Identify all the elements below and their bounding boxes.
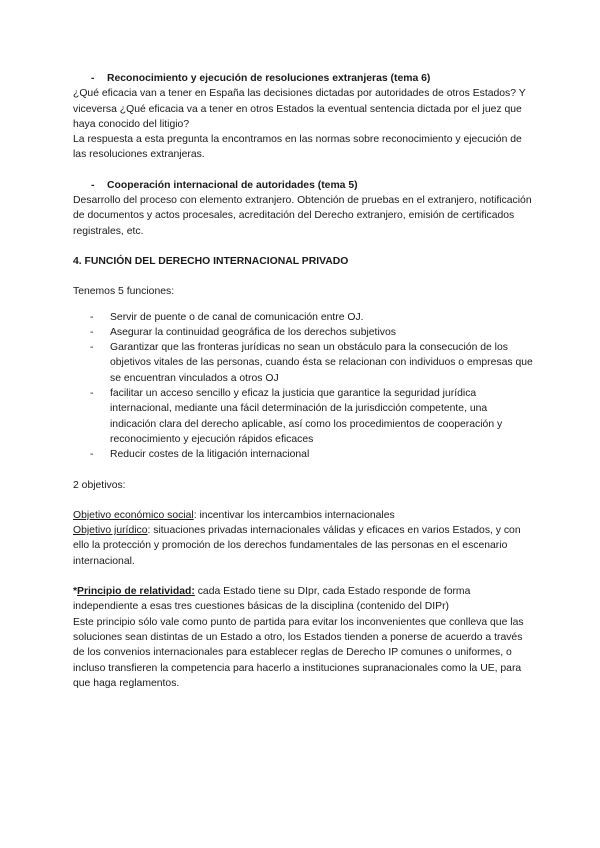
principle-star: * <box>73 586 78 598</box>
section-4-title: 4. FUNCIÓN DEL DERECHO INTERNACIONAL PRIVADO <box>73 255 349 267</box>
list-item <box>73 386 533 447</box>
document-page <box>73 0 533 691</box>
section-tema5-title: Cooperación internacional de autoridades (tema 5) <box>107 179 358 191</box>
dash-marker: - <box>90 388 94 400</box>
section-tema6-title: Reconocimiento y ejecución de resoluciones extranjeras (tema 6) <box>107 73 431 84</box>
principle-relativity <box>73 584 533 615</box>
principle-label: Principio de relatividad: <box>77 586 195 598</box>
list-item <box>73 310 533 325</box>
list-item <box>73 447 533 462</box>
objective-economic <box>73 508 533 523</box>
section-tema6-paragraph-1: ¿Qué eficacia van a tener en España las decisiones dictadas por autoridades de otros Estados? Y viceversa ¿Qué eficacia va a tener en otros Estados la eventual sentencia dictada por el juez que haya conocido del litigio? <box>73 88 526 130</box>
objective-economic-text: : incentivar los intercambios internacionales <box>193 509 395 521</box>
list-item-text: facilitar un acceso sencillo y eficaz la justicia que garantice la seguridad jurídica internacional, mediante una fácil determinación de la jurisdicción competente, una indicación clara del derecho aplicable, así como los procedimientos de cooperación y reconocimiento y ejecución rápidos eficaces <box>110 388 503 445</box>
dash-marker: - <box>91 73 95 84</box>
functions-intro: Tenemos 5 funciones: <box>73 286 175 298</box>
dash-marker: - <box>91 179 95 191</box>
objective-legal-text: : situaciones privadas internacionales válidas y eficaces en varios Estados, y con ello la protección y promoción de los derechos fundamentales de las personas en el escenario internacional. <box>73 525 521 567</box>
objective-legal-label: Objetivo jurídico <box>73 525 148 537</box>
objectives-intro: 2 objetivos: <box>73 479 126 491</box>
dash-marker: - <box>90 311 94 323</box>
dash-marker: - <box>90 449 94 461</box>
principle-text: cada Estado tiene su DIpr, cada Estado responde de forma independiente a esas tres cuestiones básicas de la disciplina (contenido del DIPr) <box>73 586 471 613</box>
list-item-text: Garantizar que las fronteras jurídicas no sean un obstáculo para la consecución de los objetivos vitales de las personas, cuando ésta se relacionan con individuos o empresas que se encuentran vinculados a otros OJ <box>110 342 533 384</box>
dash-marker: - <box>90 342 94 354</box>
functions-list <box>73 310 533 463</box>
list-item-text: Reducir costes de la litigación internacional <box>110 449 310 461</box>
list-item-text: Servir de puente o de canal de comunicación entre OJ. <box>110 311 364 323</box>
objective-legal <box>73 523 533 569</box>
list-item <box>73 340 533 386</box>
principle-paragraph: Este principio sólo vale como punto de partida para evitar los inconvenientes que conlleva que las soluciones sean distintas de un Estado a otro, los Estados tienden a ponerse de acuerdo a través de los convenios internacionales para establecer reglas de Derecho IP comunes o uniformes, o incluso transfieren la competencia para hacerlo a instituciones supranacionales como la UE, para que haga reglamentos. <box>73 616 524 689</box>
section-tema6-heading <box>73 71 533 86</box>
section-tema5-heading <box>73 178 533 193</box>
list-item-text: Asegurar la continuidad geográfica de los derechos subjetivos <box>110 326 396 338</box>
section-tema5-paragraph: Desarrollo del proceso con elemento extranjero. Obtención de pruebas en el extranjero, notificación de documentos y actos procesales, acreditación del Derecho extranjero, emisión de certificados registrales, etc. <box>73 195 532 237</box>
section-tema6-paragraph-2: La respuesta a esta pregunta la encontramos en las normas sobre reconocimiento y ejecución de las resoluciones extranjeras. <box>73 134 522 161</box>
dash-marker: - <box>90 326 94 338</box>
list-item <box>73 325 533 340</box>
objective-economic-label: Objetivo económico social <box>73 509 194 521</box>
